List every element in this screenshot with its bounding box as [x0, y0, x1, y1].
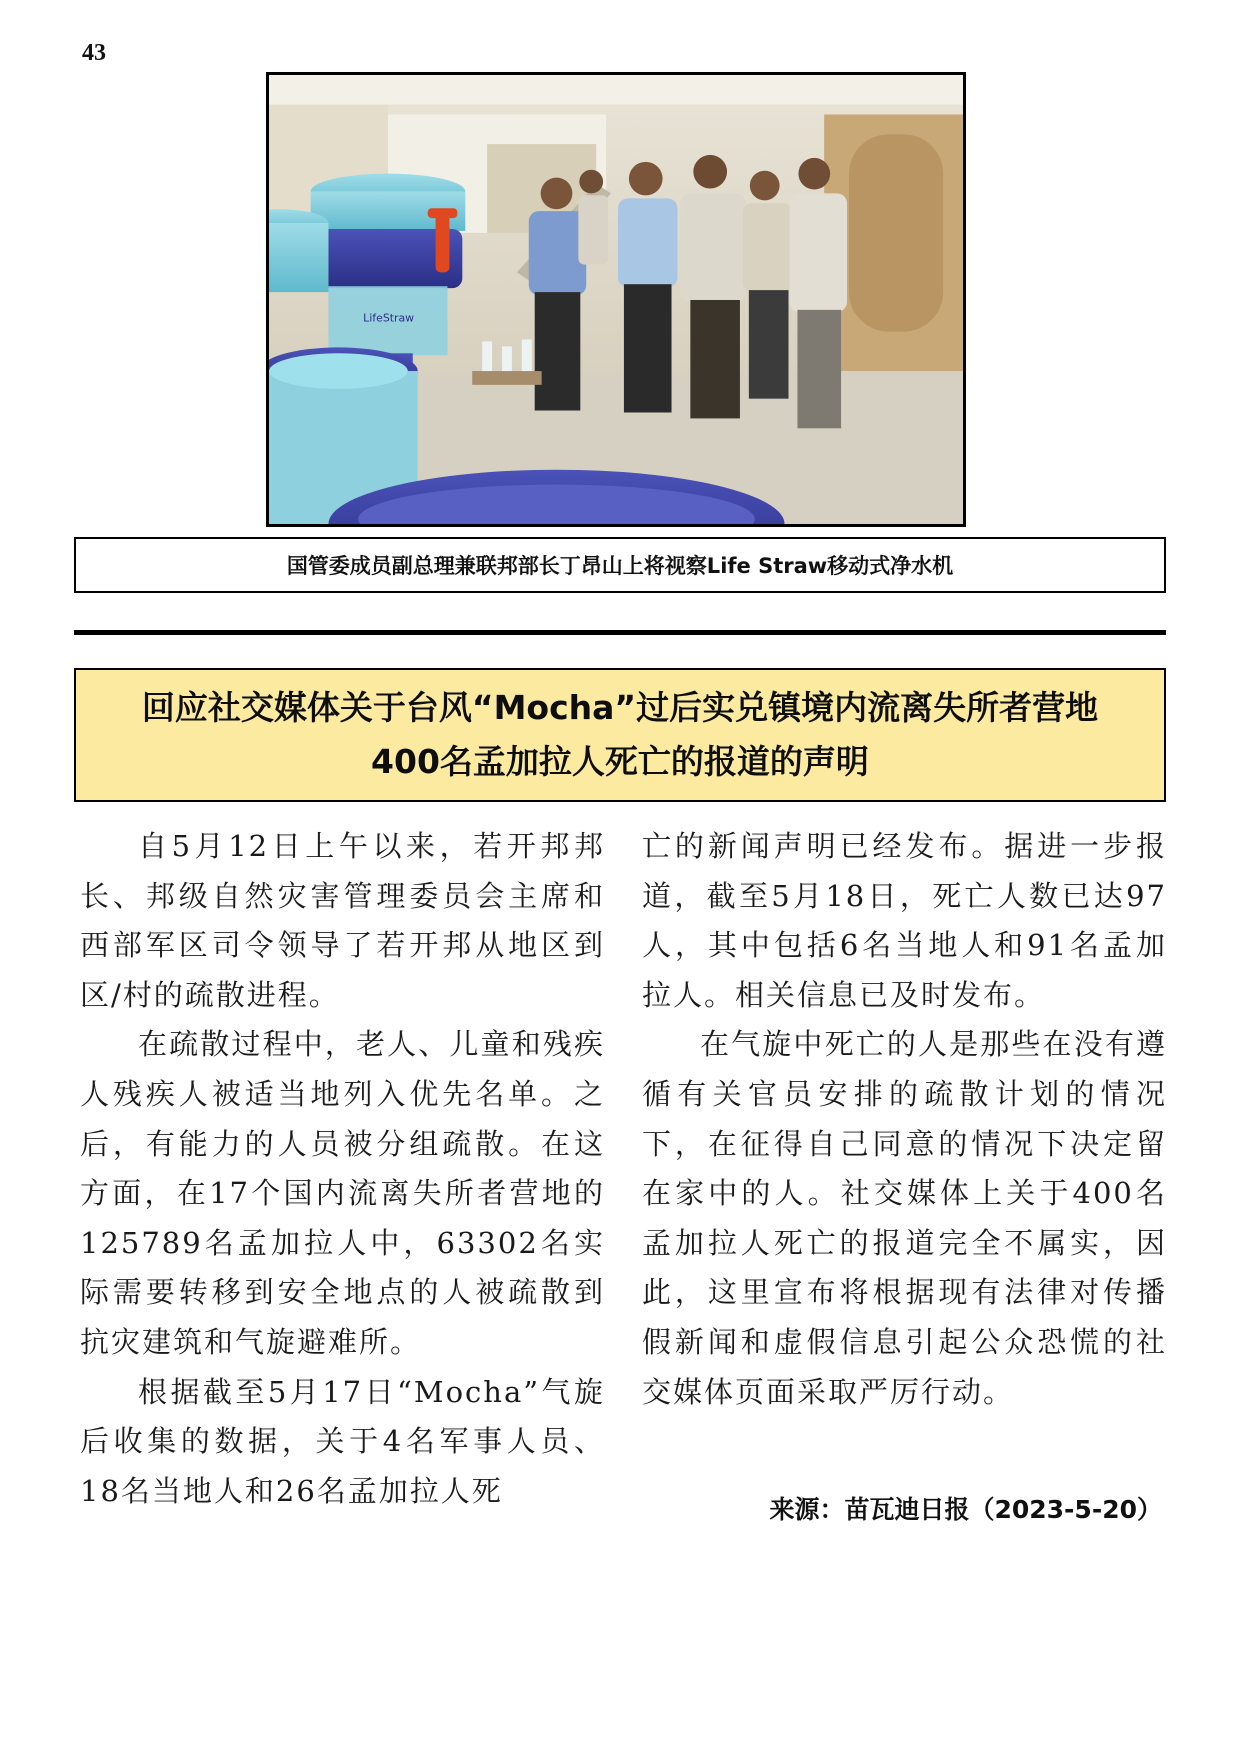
section-divider	[74, 630, 1166, 635]
photo-illustration	[269, 75, 963, 524]
article-column-left	[80, 822, 605, 1516]
article-body	[80, 822, 1165, 1542]
article-title-line-1: 回应社交媒体关于台风“Mocha”过后实兑镇境内流离失所者营地	[141, 688, 1099, 727]
tank-brand-text: LifeStraw	[363, 311, 415, 325]
news-photo	[266, 72, 966, 527]
article-title-box	[74, 668, 1166, 802]
paragraph-3: 根据截至5月17日“Mocha”气旋后收集的数据，关于4名军事人员、18名当地人和26名孟加拉人死	[80, 1374, 605, 1508]
photo-caption-text: 国管委成员副总理兼联邦部长丁昂山上将视察Life Straw移动式净水机	[286, 554, 954, 578]
article-column-right	[642, 822, 1167, 1417]
paragraph-4: 在气旋中死亡的人是那些在没有遵循有关官员安排的疏散计划的情况下，在征得自己同意的情况下决定留在家中的人。社交媒体上关于400名孟加拉人死亡的报道完全不属实，因此，这里宣布将根据现有法律对传播假新闻和虚假信息引起公众恐慌的社交媒体页面采取严厉行动。	[642, 1027, 1167, 1409]
photo-caption	[74, 537, 1166, 593]
page-number: 43	[82, 40, 106, 66]
article-source: 来源：苗瓦迪日报（2023-5-20）	[769, 1495, 1162, 1524]
paragraph-3-continued: 亡的新闻声明已经发布。据进一步报道，截至5月18日，死亡人数已达97人，其中包括6名当地人和91名孟加拉人。相关信息已及时发布。	[642, 829, 1167, 1012]
paragraph-1: 自5月12日上午以来，若开邦邦长、邦级自然灾害管理委员会主席和西部军区司令领导了若开邦从地区到区/村的疏散进程。	[80, 829, 605, 1012]
paragraph-2: 在疏散过程中，老人、儿童和残疾人残疾人被适当地列入优先名单。之后，有能力的人员被分组疏散。在这方面，在17个国内流离失所者营地的125789名孟加拉人中，63302名实际需要转移到安全地点的人被疏散到抗灾建筑和气旋避难所。	[80, 1027, 605, 1359]
article-title-line-2: 400名孟加拉人死亡的报道的声明	[371, 742, 869, 781]
